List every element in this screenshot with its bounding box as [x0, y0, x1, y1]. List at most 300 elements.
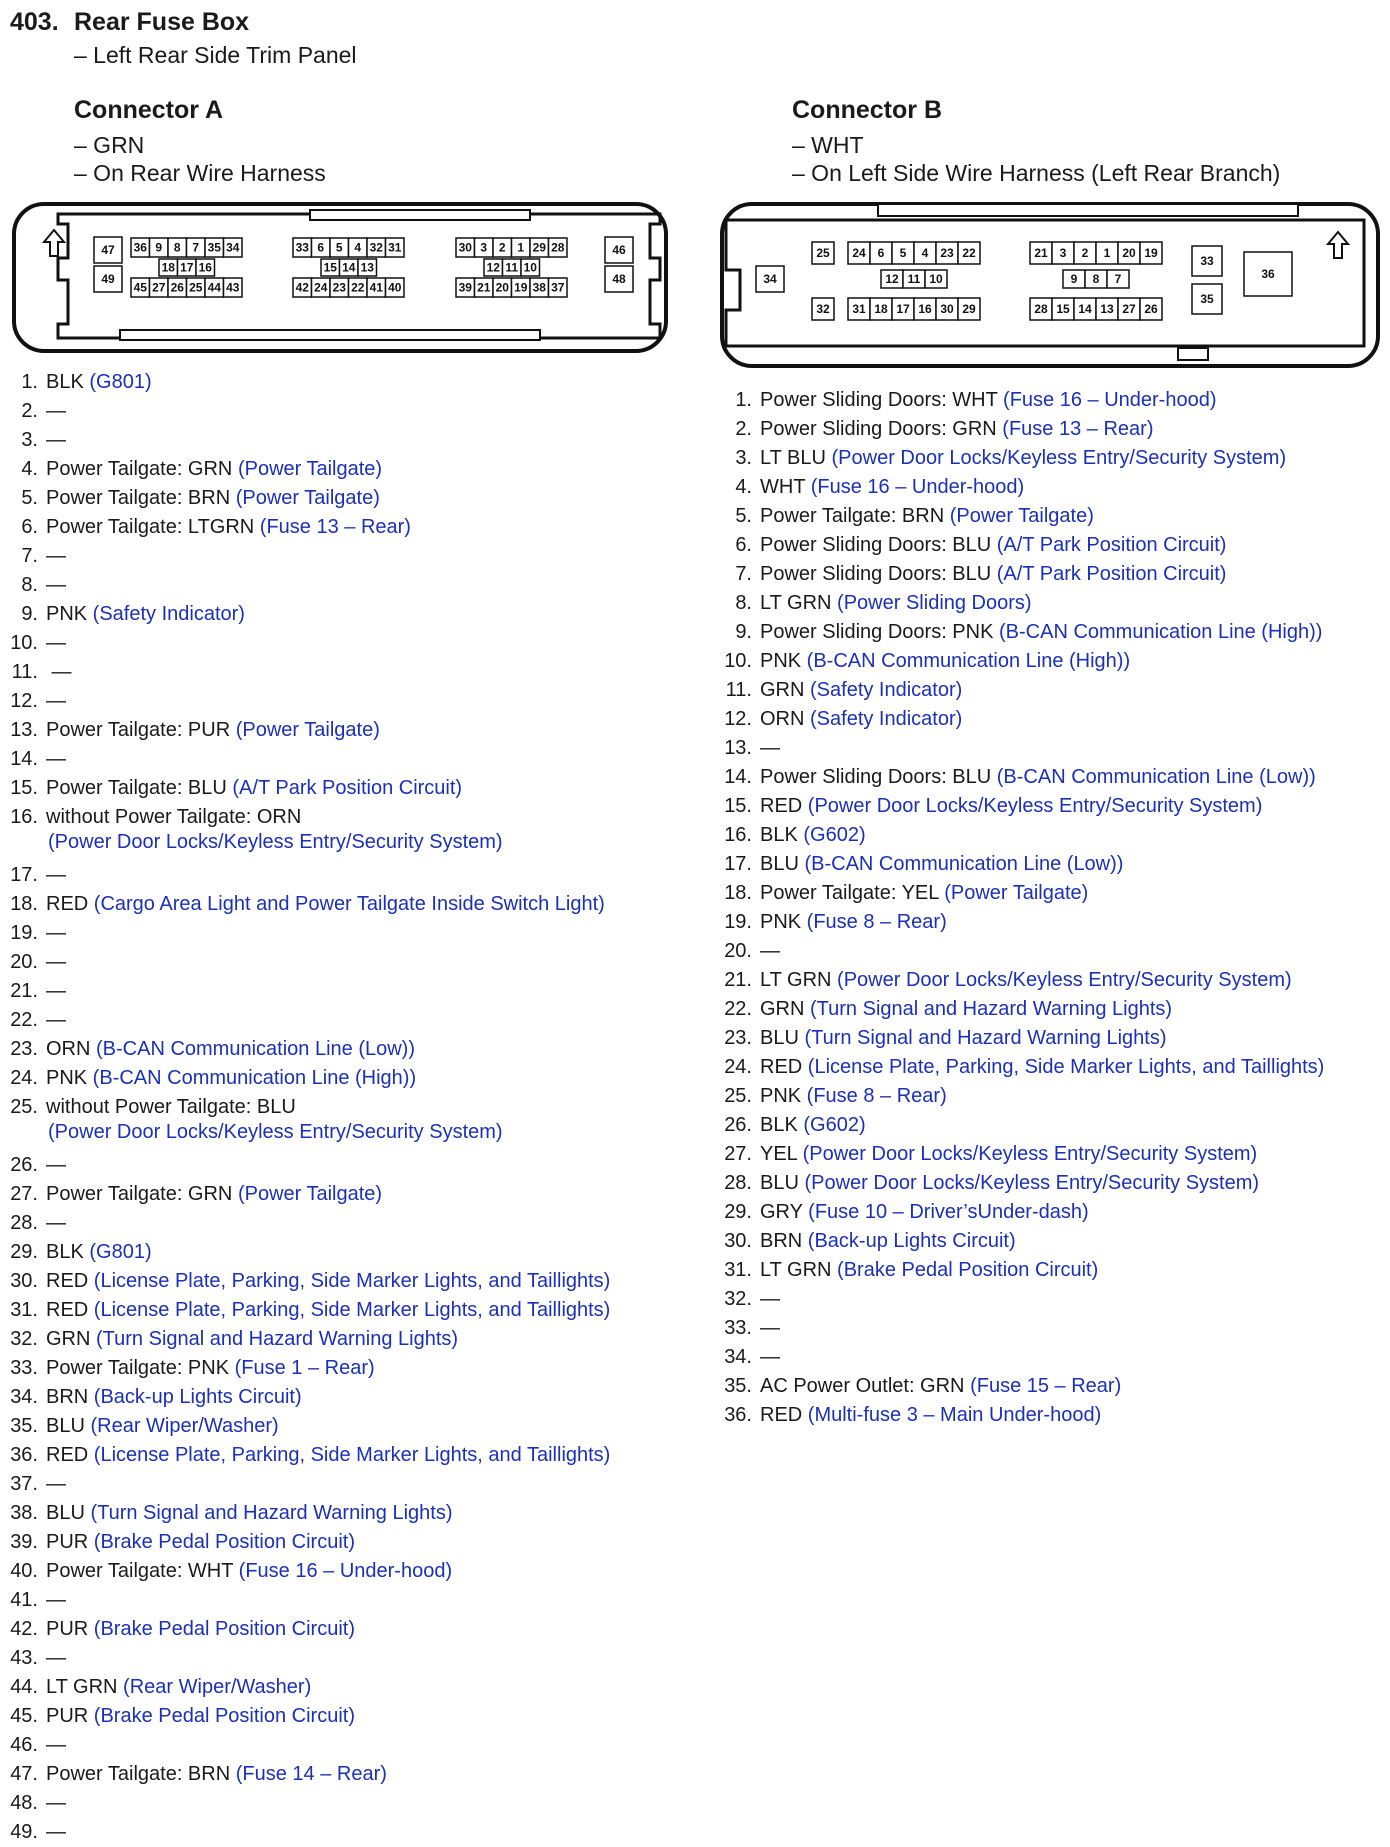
connector-b-cavity-31 [848, 298, 870, 320]
pin-circuit-reference: (Turn Signal and Hazard Warning Lights) [84, 1502, 453, 1524]
pin-wire: BLU [760, 1027, 799, 1049]
connector-a-cavity-label: 42 [295, 280, 309, 295]
connector-a-cavity-4 [349, 238, 368, 257]
pin-number: 30. [724, 1230, 752, 1252]
pin-circuit-reference: (Power Door Locks/Keyless Entry/Security System) [802, 795, 1263, 817]
pin-row [0, 426, 66, 455]
pin-circuit-reference: (Fuse 1 – Rear) [229, 1357, 375, 1379]
connector-a-cavity-28 [549, 238, 568, 257]
connector-a-cavity-17 [178, 259, 197, 276]
connector-b-cavity-5 [892, 242, 914, 264]
connector-a-top-latch [310, 210, 530, 220]
connector-a-cavity-44 [205, 278, 224, 297]
pin-row [0, 1383, 302, 1412]
pin-number: 13. [10, 719, 38, 741]
connector-a-cavity-label: 24 [314, 280, 328, 295]
pin-wire: Power Tailgate: PNK [46, 1357, 230, 1379]
connector-a-cavity-label: 2 [498, 240, 506, 255]
pin-row [714, 531, 1226, 560]
connector-a-cavity-label: 40 [388, 280, 402, 295]
pin-circuit-reference: (B-CAN Communication Line (Low)) [991, 766, 1316, 788]
pin-wire: Power Tailgate: PUR [46, 719, 231, 741]
connector-b-cavity-20 [1118, 242, 1140, 264]
connector-a-cavity-label: 29 [532, 240, 546, 255]
pin-number: 17. [10, 864, 38, 886]
connector-a-cavity-35 [205, 238, 224, 257]
pin-number: 37. [10, 1473, 38, 1495]
connector-a-cavity-label: 18 [161, 260, 175, 275]
connector-a-cavity-label: 4 [354, 240, 362, 255]
pin-number: 26. [724, 1114, 752, 1136]
pin-row [714, 966, 1292, 995]
connector-a-cavity-23 [330, 278, 349, 297]
pin-wire: — [46, 1734, 66, 1756]
pin-row [0, 861, 66, 890]
pin-wire: PUR [46, 1618, 89, 1640]
pin-circuit-reference: (Turn Signal and Hazard Warning Lights) [798, 1027, 1167, 1049]
pin-wire: — [46, 1009, 66, 1031]
connector-b-cavity-label: 7 [1114, 272, 1122, 286]
connector-b-cavity-15 [1052, 298, 1074, 320]
pin-row [714, 1111, 866, 1140]
pin-circuit-reference: (Power Tailgate) [232, 1183, 383, 1205]
pin-circuit-reference: (Rear Wiper/Washer) [117, 1676, 312, 1698]
pin-number: 15. [724, 795, 752, 817]
connector-a-harness: – On Rear Wire Harness [74, 160, 326, 186]
pin-row [0, 1296, 610, 1325]
pin-number: 38. [10, 1502, 38, 1524]
pin-number: 23. [10, 1038, 38, 1060]
pin-wire: — [46, 429, 66, 451]
pin-wire: LT GRN [760, 592, 832, 614]
pin-wire: RED [46, 893, 89, 915]
pin-wire: — [760, 940, 780, 962]
connector-b-cavity-11 [903, 270, 925, 288]
pin-number: 33. [10, 1357, 38, 1379]
pin-row [714, 1285, 780, 1314]
pin-circuit-reference: (Fuse 8 – Rear) [801, 911, 947, 933]
connector-a-cavity-label: 8 [173, 240, 181, 255]
pin-row [714, 1256, 1098, 1285]
pin-row [714, 1401, 1101, 1430]
connector-b-cavity-32 [812, 298, 834, 320]
pin-wire: LT BLU [760, 447, 826, 469]
connector-b-bottom-latch [1178, 348, 1208, 360]
pin-number: 48. [10, 1792, 38, 1814]
pin-circuit-reference: (B-CAN Communication Line (High)) [87, 1067, 417, 1089]
connector-a-cavity-5 [330, 238, 349, 257]
pin-circuit-reference: (G801) [83, 371, 152, 393]
connector-b-cavity-28 [1030, 298, 1052, 320]
pin-circuit-reference: (Brake Pedal Position Circuit) [88, 1531, 356, 1553]
pin-circuit-reference: (G602) [797, 824, 866, 846]
connector-a-cavity-22 [349, 278, 368, 297]
connector-b-cavity-label: 4 [921, 246, 929, 260]
pin-wire: — [46, 951, 66, 973]
pin-row [0, 1441, 610, 1470]
pin-number: 36. [10, 1444, 38, 1466]
up-arrow-icon [44, 230, 64, 256]
pin-circuit-reference: (A/T Park Position Circuit) [226, 777, 463, 799]
pin-number: 36. [724, 1404, 752, 1426]
pin-row [0, 571, 66, 600]
connector-b-cavity-30 [936, 298, 958, 320]
pin-row [0, 542, 66, 571]
pin-wire: YEL [760, 1143, 798, 1165]
connector-a-cavity-47 [94, 237, 122, 263]
pin-number: 25. [724, 1085, 752, 1107]
connector-b-cavity-label: 33 [1200, 254, 1214, 268]
pin-number: 31. [724, 1259, 752, 1281]
pin-row [714, 1198, 1089, 1227]
connector-a-cavity-label: 7 [192, 240, 200, 255]
connector-a-cavity-8 [168, 238, 187, 257]
connector-b-cavity-label: 10 [929, 272, 943, 286]
pin-number: 26. [10, 1154, 38, 1176]
pin-row [714, 734, 780, 763]
connector-b-color: – WHT [792, 132, 864, 158]
connector-a-cavity-label: 26 [170, 280, 184, 295]
pin-circuit-reference: (Turn Signal and Hazard Warning Lights) [804, 998, 1173, 1020]
connector-a-cavity-45 [131, 278, 150, 297]
pin-wire: Power Sliding Doors: GRN [760, 418, 997, 440]
connector-a-cavity-34 [224, 238, 243, 257]
pin-wire: Power Tailgate: BRN [46, 1763, 231, 1785]
connector-a-cavity-10 [521, 259, 540, 276]
connector-a-cavity-43 [224, 278, 243, 297]
connector-b-cavity-label: 29 [962, 302, 976, 316]
pin-row [0, 1035, 415, 1064]
pin-row [714, 1082, 947, 1111]
pin-number: 24. [724, 1056, 752, 1078]
pin-wire: — [46, 400, 66, 422]
pin-number: 6. [735, 534, 752, 556]
pin-number: 1. [21, 371, 38, 393]
connector-a-cavity-label: 20 [495, 280, 509, 295]
pin-row [0, 1354, 375, 1383]
pin-row [714, 618, 1322, 647]
connector-b-cavity-label: 2 [1081, 246, 1089, 260]
pin-row [0, 1789, 66, 1818]
connector-b-cavity-label: 8 [1092, 272, 1100, 286]
pin-row [714, 792, 1262, 821]
pin-row [714, 502, 1094, 531]
pin-row [0, 745, 66, 774]
pin-wire: RED [760, 1056, 803, 1078]
connector-a-cavity-32 [367, 238, 386, 257]
pin-wire: — [760, 1346, 780, 1368]
pin-number: 19. [10, 922, 38, 944]
pin-wire: Power Sliding Doors: BLU [760, 563, 992, 585]
connector-a-cavity-12 [484, 259, 503, 276]
pin-number: 17. [724, 853, 752, 875]
connector-a-cavity-40 [386, 278, 405, 297]
pin-wire: PUR [46, 1531, 89, 1553]
pin-row [0, 1006, 66, 1035]
connector-b-cavity-label: 27 [1122, 302, 1136, 316]
pin-wire: GRN [760, 998, 805, 1020]
connector-b-cavity-label: 30 [940, 302, 954, 316]
pin-number: 19. [724, 911, 752, 933]
pin-number: 16. [10, 806, 38, 828]
pin-number: 43. [10, 1647, 38, 1669]
pin-number: 27. [10, 1183, 38, 1205]
pin-wire: Power Sliding Doors: PNK [760, 621, 994, 643]
pin-wire: — [46, 1589, 66, 1611]
location-subtitle: – Left Rear Side Trim Panel [74, 42, 357, 68]
pin-wire: Power Sliding Doors: WHT [760, 389, 998, 411]
pin-number: 35. [10, 1415, 38, 1437]
pin-wire: — [46, 661, 72, 683]
pin-row [714, 1140, 1257, 1169]
pin-wire: — [46, 1154, 66, 1176]
connector-b-cavity-label: 9 [1070, 272, 1078, 286]
connector-a-cavity-16 [196, 259, 215, 276]
connector-b-cavity-14 [1074, 298, 1096, 320]
pin-row [0, 1731, 66, 1760]
pin-circuit-reference: (Brake Pedal Position Circuit) [88, 1705, 356, 1727]
connector-b-cavity-36 [1244, 252, 1292, 296]
pin-circuit-reference: (Power Door Locks/Keyless Entry/Security System) [798, 1172, 1260, 1194]
connector-a-cavity-label: 23 [332, 280, 346, 295]
connector-a-title: Connector A [74, 96, 224, 124]
pin-number: 11. [725, 679, 752, 701]
pin-row [0, 658, 72, 687]
pin-wire: ORN [760, 708, 805, 730]
pin-wire: LT GRN [46, 1676, 118, 1698]
pin-row [0, 890, 605, 919]
connector-a-cavity-9 [150, 238, 169, 257]
connector-a-cavity-20 [493, 278, 512, 297]
connector-b-cavity-8 [1085, 270, 1107, 288]
pin-row [714, 705, 962, 734]
pin-row [0, 1209, 66, 1238]
pin-number: 5. [735, 505, 752, 527]
connector-a-cavity-label: 48 [612, 272, 626, 286]
pin-circuit-reference: (Brake Pedal Position Circuit) [831, 1259, 1099, 1281]
connector-b-cavity-label: 15 [1056, 302, 1070, 316]
pin-row [0, 977, 66, 1006]
pin-wire: Power Tailgate: GRN [46, 458, 233, 480]
connector-a-cavity-label: 9 [155, 240, 163, 255]
connector-a-diagram [10, 200, 670, 355]
pin-row [714, 473, 1024, 502]
pin-circuit-reference: (B-CAN Communication Line (High)) [993, 621, 1323, 643]
pin-row [0, 1470, 66, 1499]
connector-a-cavity-label: 36 [133, 240, 147, 255]
connector-a-cavity-11 [503, 259, 522, 276]
pin-number: 10. [10, 632, 38, 654]
connector-b-cavity-label: 13 [1100, 302, 1114, 316]
pin-wire: — [46, 1473, 66, 1495]
pin-row [0, 600, 245, 629]
pin-number: 6. [21, 516, 38, 538]
connector-b-diagram [718, 200, 1382, 370]
connector-b-cavity-34 [756, 266, 784, 292]
connector-b-cavity-27 [1118, 298, 1140, 320]
connector-b-cavity-label: 31 [852, 302, 866, 316]
pin-number: 47. [10, 1763, 38, 1785]
pin-row [0, 455, 382, 484]
pin-number: 15. [10, 777, 38, 799]
connector-b-cavity-6 [870, 242, 892, 264]
connector-a-cavity-label: 38 [532, 280, 546, 295]
connector-b-cavity-7 [1107, 270, 1129, 288]
pin-number: 7. [735, 563, 752, 585]
connector-a-cavity-29 [530, 238, 549, 257]
connector-b-cavity-label: 12 [885, 272, 899, 286]
pin-circuit-reference: (Safety Indicator) [804, 708, 963, 730]
pin-row [714, 1314, 780, 1343]
pin-row [714, 1343, 780, 1372]
connector-a-cavity-31 [386, 238, 405, 257]
pin-number: 21. [724, 969, 752, 991]
pin-number: 11. [11, 661, 38, 683]
pin-number: 2. [21, 400, 38, 422]
connector-b-cavity-9 [1063, 270, 1085, 288]
pin-circuit-reference: (Safety Indicator) [87, 603, 245, 625]
connector-a-cavity-41 [367, 278, 386, 297]
pin-row [0, 948, 66, 977]
pin-circuit-reference: (License Plate, Parking, Side Marker Lights, and Taillights) [88, 1444, 611, 1466]
pin-circuit-reference: (Back-up Lights Circuit) [88, 1386, 302, 1408]
pin-circuit-reference: (B-CAN Communication Line (High)) [801, 650, 1131, 672]
connector-a-cavity-38 [530, 278, 549, 297]
pin-wire: LT GRN [760, 1259, 832, 1281]
connector-b-cavity-label: 6 [877, 246, 885, 260]
pin-row [0, 1093, 503, 1143]
pin-wire: — [46, 632, 66, 654]
pin-wire: BLK [46, 371, 84, 393]
pin-wire: — [46, 1792, 66, 1814]
pin-number: 31. [10, 1299, 38, 1321]
pin-number: 22. [724, 998, 752, 1020]
pin-circuit-reference: (Cargo Area Light and Power Tailgate Inside Switch Light) [88, 893, 605, 915]
up-arrow-icon [1328, 232, 1348, 258]
connector-a-cavity-26 [168, 278, 187, 297]
pin-wire: Power Sliding Doors: BLU [760, 766, 992, 788]
connector-a-cavity-label: 15 [323, 260, 337, 275]
connector-b-cavity-12 [881, 270, 903, 288]
pin-wire: BRN [760, 1230, 803, 1252]
connector-a-cavity-48 [605, 266, 633, 292]
pin-circuit-reference: (Fuse 13 – Rear) [996, 418, 1154, 440]
connector-a-cavity-label: 44 [207, 280, 221, 295]
pin-circuit-reference: (Multi-fuse 3 – Main Under-hood) [802, 1404, 1102, 1426]
connector-b-cavity-label: 28 [1034, 302, 1048, 316]
pin-row [0, 774, 462, 803]
pin-wire: — [760, 737, 780, 759]
connector-b-cavity-label: 26 [1144, 302, 1158, 316]
pin-circuit-reference: (License Plate, Parking, Side Marker Lights, and Taillights) [802, 1056, 1325, 1078]
pin-wire: PNK [760, 650, 802, 672]
connector-b-cavity-label: 23 [940, 246, 954, 260]
pin-wire: WHT [760, 476, 806, 498]
pin-wire: Power Tailgate: WHT [46, 1560, 234, 1582]
pin-row [0, 1412, 279, 1441]
pin-wire: BLU [46, 1415, 85, 1437]
connector-a-cavity-label: 45 [133, 280, 147, 295]
connector-b-cavity-label: 25 [816, 246, 830, 260]
connector-a-cavity-label: 19 [514, 280, 528, 295]
connector-a-cavity-6 [312, 238, 331, 257]
pin-row [0, 368, 152, 397]
pin-number: 14. [10, 748, 38, 770]
connector-b-cavity-19 [1140, 242, 1162, 264]
pin-wire: BLU [760, 853, 799, 875]
pin-circuit-reference: (License Plate, Parking, Side Marker Lights, and Taillights) [88, 1299, 611, 1321]
pin-row [714, 995, 1172, 1024]
pin-circuit-reference: (Fuse 13 – Rear) [259, 516, 411, 538]
connector-a-bottom-latch [120, 330, 540, 340]
pin-circuit-reference: (Power Tailgate) [232, 458, 383, 480]
connector-b-cavity-10 [925, 270, 947, 288]
pin-wire: AC Power Outlet: GRN [760, 1375, 965, 1397]
pin-wire: RED [760, 795, 803, 817]
connector-a-cavity-42 [293, 278, 312, 297]
connector-b-cavity-label: 5 [899, 246, 907, 260]
connector-b-cavity-24 [848, 242, 870, 264]
connector-a-cavity-46 [605, 237, 633, 263]
pin-row [714, 763, 1316, 792]
connector-b-cavity-label: 20 [1122, 246, 1136, 260]
connector-b-cavity-29 [958, 298, 980, 320]
connector-b-cavity-21 [1030, 242, 1052, 264]
pin-row [0, 1267, 610, 1296]
connector-b-cavity-22 [958, 242, 980, 264]
pin-number: 2. [735, 418, 752, 440]
pin-circuit-reference: (Safety Indicator) [804, 679, 963, 701]
connector-a-cavity-3 [475, 238, 494, 257]
pin-row [714, 415, 1153, 444]
pin-number: 12. [10, 690, 38, 712]
pin-number: 40. [10, 1560, 38, 1582]
pin-row [714, 560, 1226, 589]
pin-circuit-reference: (Power Door Locks/Keyless Entry/Security System) [825, 447, 1287, 469]
connector-a-cavity-label: 34 [226, 240, 240, 255]
connector-a-cavity-label: 49 [101, 272, 115, 286]
pin-row [714, 1053, 1324, 1082]
connector-a-cavity-label: 25 [189, 280, 203, 295]
connector-a-cavity-label: 33 [295, 240, 309, 255]
connector-b-cavity-label: 14 [1078, 302, 1092, 316]
connector-a-cavity-37 [549, 278, 568, 297]
pin-circuit-reference: (A/T Park Position Circuit) [991, 563, 1227, 585]
pin-row [714, 647, 1130, 676]
pin-wire: without Power Tailgate: BLU [46, 1096, 296, 1118]
pin-number: 42. [10, 1618, 38, 1640]
pin-wire: Power Tailgate: BRN [760, 505, 945, 527]
connector-a-cavity-label: 30 [458, 240, 472, 255]
pin-wire: LT GRN [760, 969, 832, 991]
pin-row [714, 1024, 1166, 1053]
connector-b-cavity-label: 36 [1261, 267, 1275, 281]
pin-circuit-reference: (Power Sliding Doors) [831, 592, 1032, 614]
connector-a-cavity-1 [512, 238, 531, 257]
pin-row [0, 1238, 152, 1267]
pin-row [0, 1644, 66, 1673]
connector-a-cavity-13 [358, 259, 377, 276]
pin-number: 29. [10, 1241, 38, 1263]
pin-wire: — [760, 1288, 780, 1310]
pin-number: 18. [10, 893, 38, 915]
pin-circuit-reference: (Power Tailgate) [938, 882, 1089, 904]
connector-a-cavity-label: 21 [477, 280, 491, 295]
pin-wire: without Power Tailgate: ORN [46, 806, 302, 828]
pin-number: 35. [724, 1375, 752, 1397]
pin-row [714, 821, 866, 850]
pin-circuit-reference: (Fuse 15 – Rear) [964, 1375, 1122, 1397]
